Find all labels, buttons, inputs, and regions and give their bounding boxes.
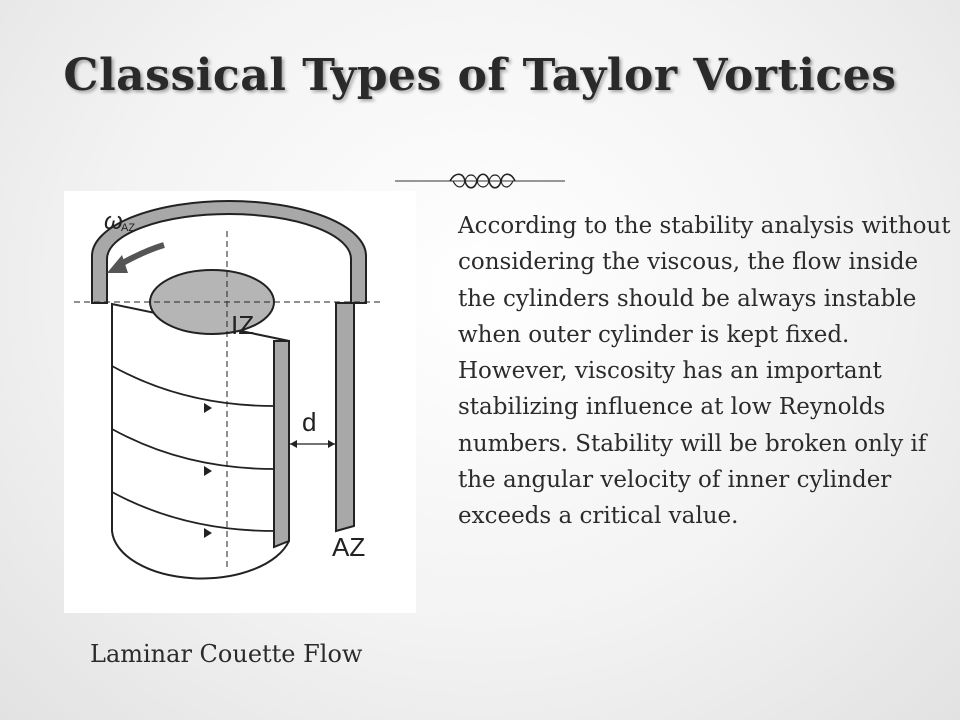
omega-subscript: AZ bbox=[121, 222, 136, 234]
ornament-divider bbox=[395, 170, 565, 192]
rotation-arrow bbox=[119, 245, 164, 265]
body-text: According to the stability analysis without considering the viscous, the flow inside the cylinders should be always instable when outer cylinder is kept fixed. However, viscosity has an important stabilizing influence at low Reynolds numbers. Stability will be broken only if the angular velocity of inner cylinder exceeds a critical value. bbox=[458, 213, 951, 530]
outer-label: AZ bbox=[332, 532, 366, 562]
slide-title: Classical Types of Taylor Vortices bbox=[63, 50, 897, 101]
gap-label: d bbox=[302, 407, 317, 437]
couette-flow-diagram bbox=[64, 191, 416, 613]
inner-label: IZ bbox=[231, 310, 255, 340]
omega-symbol: ω bbox=[104, 208, 123, 235]
figure-caption: Laminar Couette Flow bbox=[90, 640, 363, 668]
